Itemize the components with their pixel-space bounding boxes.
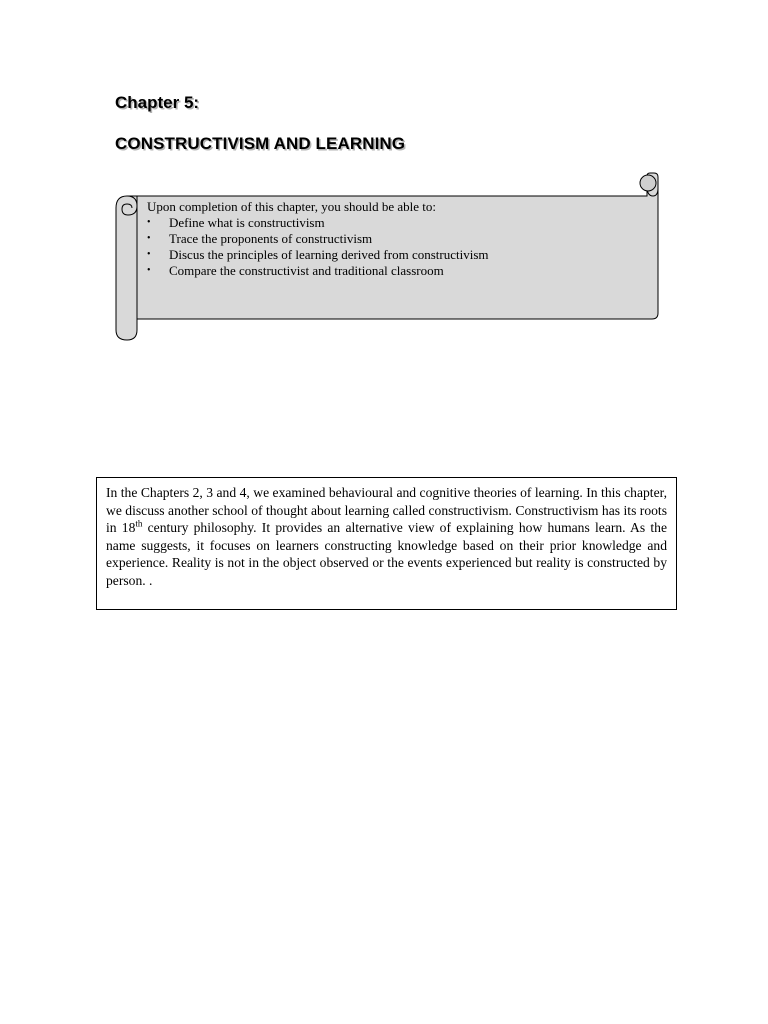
bullet-icon: • xyxy=(147,233,151,244)
bullet-icon: • xyxy=(147,265,151,276)
objectives-list xyxy=(147,215,647,279)
objectives-intro: Upon completion of this chapter, you should be able to: xyxy=(147,199,437,214)
intro-text-start: In the Chapters 2, 3 and 4, we examined behavioural and cognitive theories of learning. In this chapter, we discuss another school of thought about learning called constructivism. Constructivism has its roots in 18 xyxy=(106,485,667,535)
scroll-left-roll xyxy=(116,196,137,340)
introduction-box xyxy=(96,477,677,610)
objective-text: Compare the constructivist and traditional classroom xyxy=(169,263,444,278)
introduction-paragraph xyxy=(106,484,667,589)
chapter-label: Chapter 5: xyxy=(115,93,200,112)
objective-text: Trace the proponents of constructivism xyxy=(169,231,373,246)
objective-text: Discus the principles of learning derived from constructivism xyxy=(169,247,489,262)
objectives-block xyxy=(147,199,647,279)
list-item xyxy=(147,247,647,263)
intro-text-end: century philosophy. It provides an alternative view of explaining how humans learn. As the name suggests, it focuses on learners constructing knowledge based on their prior knowledge and experience. Reality is not in the object observed or the events experienced but reality is constructed by person. . xyxy=(106,520,667,588)
list-item xyxy=(147,215,647,231)
objective-text: Define what is constructivism xyxy=(169,215,325,230)
bullet-icon: • xyxy=(147,217,151,228)
list-item xyxy=(147,263,647,279)
list-item xyxy=(147,231,647,247)
bullet-icon: • xyxy=(147,249,151,260)
scroll-right-knob xyxy=(640,175,656,191)
ordinal-suffix: th xyxy=(135,518,143,529)
chapter-title: CONSTRUCTIVISM AND LEARNING xyxy=(115,134,406,153)
